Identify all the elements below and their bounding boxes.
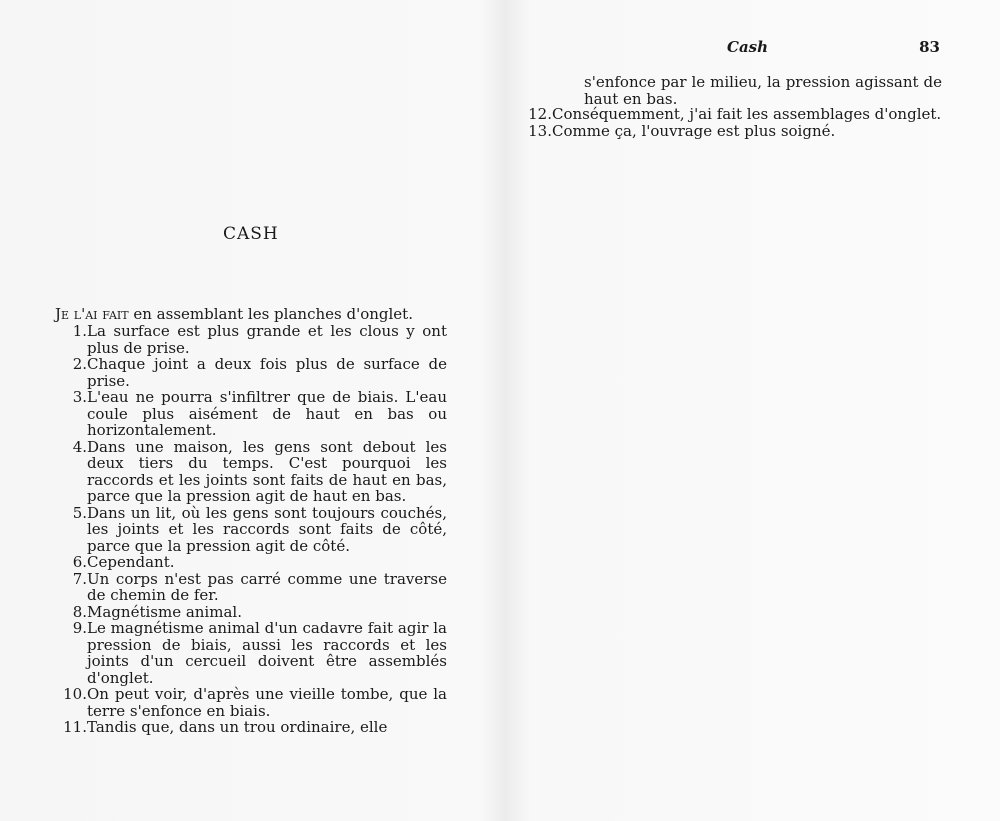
item-text: Magnétisme animal. <box>87 602 242 621</box>
list-item <box>55 554 447 571</box>
list-item <box>55 323 447 356</box>
list-item <box>55 620 447 686</box>
item-number: 13. <box>528 121 552 140</box>
item-number: 8. <box>72 602 87 621</box>
item-text: Dans un lit, où les gens sont toujours couchés, les joints et les raccords sont faits de côté, parce que la pression agit de côté. <box>87 503 447 555</box>
item-text: Tandis que, dans un trou ordinaire, elle <box>87 718 388 736</box>
list-item <box>55 356 447 389</box>
item-text: Conséquemment, j'ai fait les assemblages d'onglet. <box>552 105 942 123</box>
item-number: 2. <box>72 355 87 373</box>
list-item <box>55 505 447 555</box>
item-number: 7. <box>72 569 87 588</box>
list-item <box>55 439 447 505</box>
item-text: Chaque joint a deux fois plus de surface de prise. <box>87 355 447 390</box>
item-text: La surface est plus grande et les clous y ont plus de prise. <box>87 322 447 357</box>
numbered-list-right <box>520 106 942 139</box>
item-number: 10. <box>63 685 87 703</box>
running-head: Cash <box>727 38 769 56</box>
item-number: 5. <box>72 503 87 522</box>
item-number: 3. <box>72 388 87 406</box>
intro-small-caps-lead: Je l'ai fait <box>55 305 129 323</box>
item-text: Dans une maison, les gens sont debout les deux tiers du temps. C'est pourquoi les raccords et les joints sont faits de haut en bas, parce que la pression agit de haut en bas. <box>87 437 447 505</box>
chapter-title: CASH <box>223 224 279 244</box>
item-number: 6. <box>72 553 87 571</box>
page-number: 83 <box>919 38 940 56</box>
intro-text: en assemblant les planches d'onglet. <box>128 305 413 323</box>
list-item <box>55 686 447 719</box>
item-text: Comme ça, l'ouvrage est plus soigné. <box>552 121 836 140</box>
item-text: Cependant. <box>87 553 175 571</box>
item-number: 11. <box>63 718 87 736</box>
item-number: 4. <box>72 437 87 456</box>
list-item <box>520 123 942 140</box>
item-number: 9. <box>72 619 87 637</box>
item-number: 1. <box>72 322 87 340</box>
item-text: Un corps n'est pas carré comme une traverse de chemin de fer. <box>87 569 447 604</box>
item-text: On peut voir, d'après une vieille tombe, que la terre s'enfonce en biais. <box>87 685 447 720</box>
numbered-list-left <box>55 323 447 736</box>
list-item <box>520 106 942 123</box>
list-item <box>55 571 447 604</box>
right-page <box>528 0 942 821</box>
item-text: Le magnétisme animal d'un cadavre fait agir la pression de biais, aussi les raccords et les joints d'un cercueil doivent être assemblés d'onglet. <box>87 619 447 687</box>
continuation-paragraph: s'enfonce par le milieu, la pression agissant de haut en bas. <box>584 73 942 108</box>
item-number: 12. <box>528 105 552 123</box>
item-text: L'eau ne pourra s'infiltrer que de biais. L'eau coule plus aisément de haut en bas ou horizontalement. <box>87 388 447 439</box>
list-item <box>55 389 447 439</box>
left-page <box>55 0 447 821</box>
intro-paragraph <box>55 306 447 323</box>
list-item <box>55 604 447 621</box>
list-item <box>55 719 447 736</box>
